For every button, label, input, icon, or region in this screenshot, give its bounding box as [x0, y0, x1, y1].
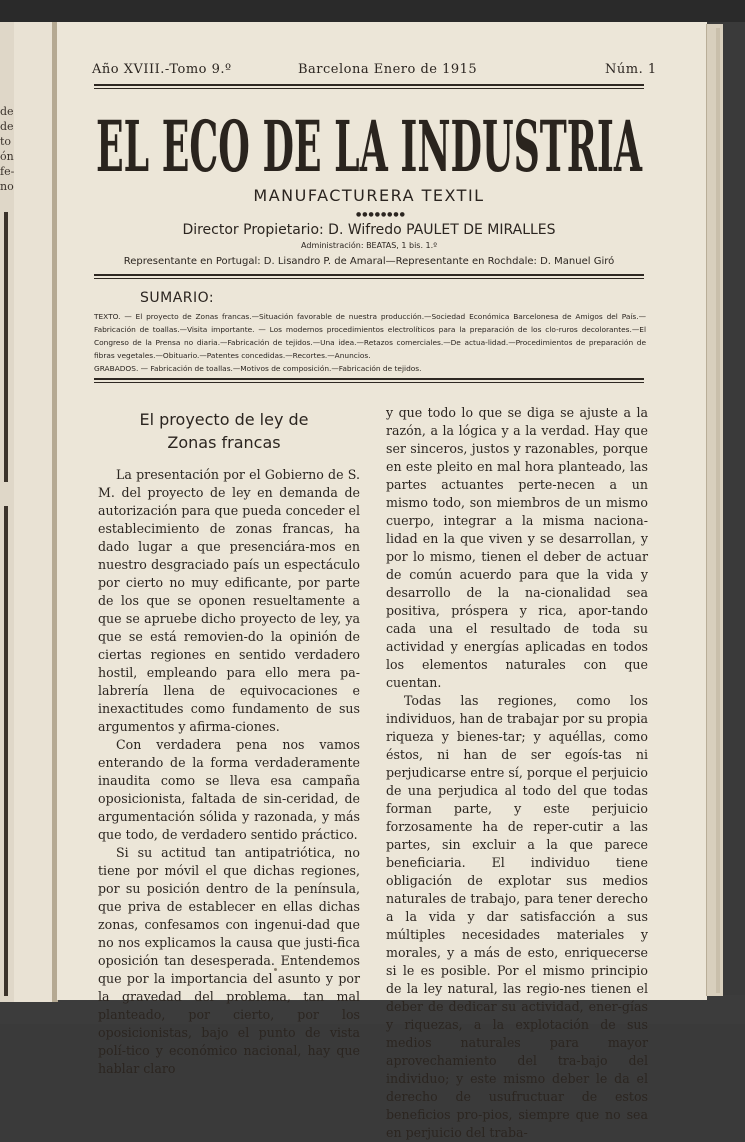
masthead-logo	[94, 103, 644, 185]
paragraph: y que todo lo que se diga se ajuste a la razón, a la lógica y a la verdad. Hay que ser sinceros, justos y razonables, porque en este pleito en mal hora planteado, las partes actuantes perte-necen a un mismo todo, son miembros de un mismo cuerpo, integrar a la misma naciona-lidad en la que viven y se desarrollan, y por lo mismo, tienen el deber de actuar de común acuerdo para que la vida y desarrollo de la na-cionalidad sea positiva, próspera y rica, apor-tando cada una el resultado de toda su actividad y energías aplicadas en todos los elementos naturales con que cuentan.	[386, 405, 648, 690]
paragraph: Si su actitud tan antipatriótica, no tiene por móvil el que dichas regiones, por su posición dentro de la península, que priva de establecer en ellas dichas zonas, confesamos con ingenui-dad que no nos explicamos la causa que justi-fica oposición tan desesperada. Entendemos que por la importancia del asunto y por la gravedad del problema, tan mal planteado, por cierto, por los oposicionistas, bajo el punto de vista polí-tico y económico nacional, hay que hablar claro	[98, 845, 360, 1076]
left-fragment: to	[0, 135, 12, 148]
left-fragment: no	[0, 180, 14, 193]
left-fragment: de	[0, 120, 14, 133]
page-edge	[706, 24, 723, 996]
article-right-column	[386, 404, 648, 1142]
left-fragment: ón	[0, 150, 14, 163]
masthead	[94, 103, 644, 185]
director-line: Director Propietario: D. Wifredo PAULET DE MIRALLES	[182, 222, 556, 238]
paragraph: Con verdadera pena nos vamos enterando de la forma verdaderamente inaudita como se lleva esa campaña oposicionista, faltada de sin-ceridad, de argumentación sólida y razonada, y más que todo, de verdadero sentido práctico.	[98, 737, 360, 842]
page-mark	[274, 968, 277, 971]
background-top	[0, 0, 745, 22]
article-title-line2: Zonas francas	[167, 433, 281, 452]
left-fragment: fe-	[0, 165, 15, 178]
masthead-rule	[94, 274, 644, 276]
left-page-rule	[4, 506, 8, 996]
article-left-column	[98, 466, 360, 1078]
article-title-line1: El proyecto de ley de	[139, 410, 309, 429]
ornament-dots: ●●●●●●●●	[356, 211, 406, 218]
masthead-title: EL ECO DE LA INDUSTRIA	[96, 105, 643, 185]
header-rule	[94, 84, 644, 86]
issue-date: Barcelona Enero de 1915	[298, 62, 478, 77]
sumario-title: SUMARIO:	[140, 290, 215, 306]
sumario-rule	[94, 378, 644, 380]
paragraph: La presentación por el Gobierno de S. M. del proyecto de ley en demanda de autorización para que pueda conceder el establecimiento de zonas francas, ha dado lugar a que presenciára-mos en nuestro desgraciado país un espectáculo por cierto no muy edificante, por parte de los que se oponen resueltamente a que se apruebe dicho proyecto de ley, ya que se está removien-do la opinión de ciertas regiones en sentido verdadero hostil, empleando para ello mera pa-labrería llena de equivocaciones e inexactitudes como fundamento de sus argumentos y afirma-ciones.	[98, 467, 360, 734]
masthead-subtitle: MANUFACTURERA TEXTIL	[253, 186, 485, 205]
masthead-rule-thin	[94, 278, 644, 279]
left-page-rule	[4, 212, 8, 482]
paragraph: Todas las regiones, como los individuos, han de trabajar por su propia riqueza y bienes-tar; y aquéllas, como éstos, ni han de ser egoís-tas ni perjudicarse entre sí, porque el perjuicio de una perjudica al todo del que todas forman parte, y este perjuicio forzosamente ha de reper-cutir a las partes, sin excluir a la que parece beneficiaria. El individuo tiene obligación de explotar sus medios naturales de trabajo, para tener derecho a la vida y dar satisfacción a sus múltiples necesidades materiales y morales, y a más de esto, enriquecerse si le es posible. Por el mismo principio de la ley natural, las regio-nes tienen el deber de dedicar su actividad, ener-gías y riquezas, a la explotación de sus medios naturales para mayor aprovechamiento del tra-bajo del individuo; y este mismo deber le da el derecho de usufructuar de estos beneficios pro-pios, siempre que no sea en perjuicio del traba-	[386, 693, 648, 1140]
representatives-line: Representante en Portugal: D. Lisandro P. de Amaral—Representante en Rochdale: D. Manuel Giró	[123, 256, 615, 267]
article-title	[94, 408, 354, 454]
issue-year-volume: Año XVIII.-Tomo 9.º	[92, 62, 232, 77]
page-edge-shadow	[716, 28, 720, 993]
sumario-rule-thin	[94, 382, 644, 383]
left-page-text	[0, 104, 16, 194]
administration-line: Administración: BEATAS, 1 bis. 1.º	[301, 241, 437, 250]
header-rule-thin	[94, 88, 644, 89]
sumario	[94, 310, 646, 375]
sumario-grabados: GRABADOS. — Fabricación de toallas.—Motivos de composición.—Fabricación de tejidos.	[94, 364, 422, 373]
left-fragment: de	[0, 105, 14, 118]
issue-number: Núm. 1	[605, 62, 657, 77]
sumario-texto: TEXTO. — El proyecto de Zonas francas.—Situación favorable de nuestra producción.—Sociedad Económica Barcelonesa de Amigos del País.—Fabricación de toallas.—Visita importante. — Los modernos procedimientos electrolíticos para la preparación de los clo-ruros decolorantes.—El Congreso de la Prensa no diaria.—Fabricación de tejidos.—Una idea.—Retazos comerciales.—De actua-lidad.—Procedimientos de preparación de fibras vegetales.—Obituario.—Patentes concedidas.—Recortes.—Anuncios.	[94, 312, 646, 360]
